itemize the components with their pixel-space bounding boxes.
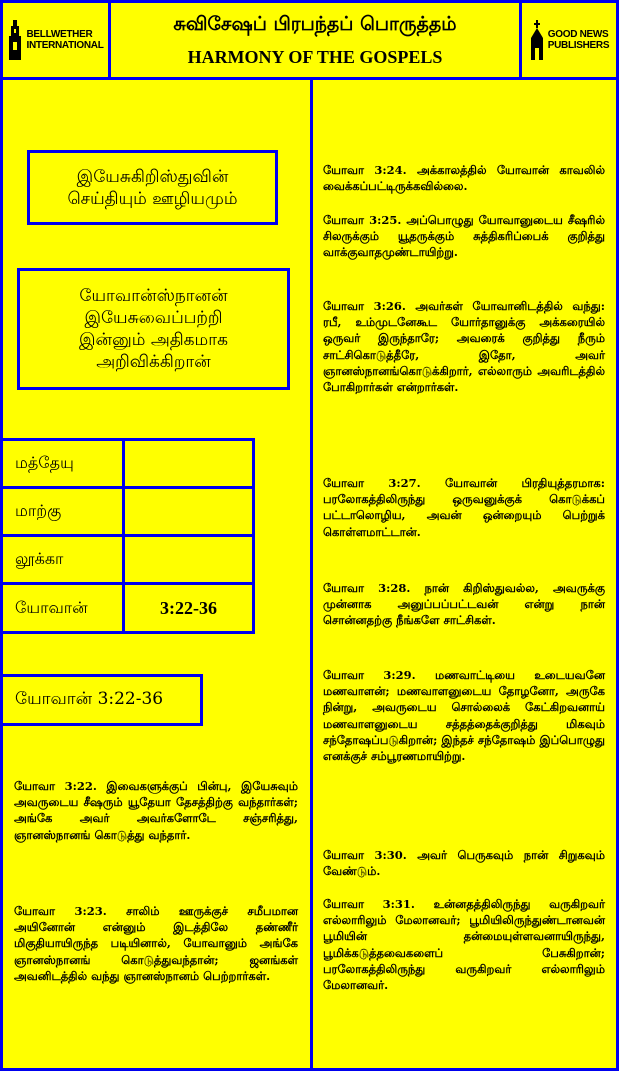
- verse-ref: யோவா 3:27.: [323, 476, 421, 490]
- bell-tower-icon: [7, 20, 23, 60]
- right-logo: [519, 0, 619, 80]
- verse-3-31: [323, 896, 605, 993]
- gospel-book-label: மாற்கு: [15, 501, 62, 520]
- verse-text: யோவான் பிரதியுத்தரமாக: பரலோகத்திலிருந்து ஒருவனுக்குக் கொடுக்கப் பட்டாலொழிய, அவன் ஒன்றையும் பெற்றுக் கொள்ளமாட்டான்.: [323, 476, 605, 539]
- left-logo-line2: INTERNATIONAL: [26, 40, 104, 51]
- verse-ref: யோவா 3:31.: [323, 897, 415, 911]
- verse-ref: யோவா 3:24.: [323, 163, 407, 177]
- church-icon: [529, 20, 545, 60]
- verse-3-29: [323, 667, 605, 764]
- verse-ref: யோவா 3:30.: [323, 848, 407, 862]
- verse-3-30: [323, 847, 605, 879]
- verse-ref: யோவா 3:26.: [323, 299, 406, 313]
- gospel-book-john: [0, 582, 125, 634]
- verse-text: அப்பொழுது யோவானுடைய சீஷரில் சிலருக்கும் யூதருக்கும் சுத்திகரிப்பைக் குறித்து வாக்குவாதமுண்டாயிற்று.: [323, 213, 605, 260]
- verse-ref: யோவா 3:23.: [14, 904, 107, 918]
- verse-ref: யோவா 3:28.: [323, 581, 411, 595]
- verse-3-25: [323, 212, 605, 261]
- verse-ref: யோவா 3:25.: [323, 213, 402, 227]
- verse-text: அக்காலத்தில் யோவான் காவலில் வைக்கப்பட்டிருக்கவில்லை.: [323, 163, 605, 194]
- gospel-book-matthew: [0, 438, 125, 489]
- page-title-english: HARMONY OF THE GOSPELS: [187, 47, 443, 67]
- passage-title: யோவான் 3:22-36: [15, 689, 164, 709]
- right-logo-line2: PUBLISHERS: [547, 40, 610, 51]
- page-title-tamil: சுவிசேஷப் பிரபந்தப் பொருத்தம்: [173, 13, 457, 35]
- passage-title-box: [0, 674, 203, 726]
- verse-3-27: [323, 475, 605, 540]
- gospel-ref-matthew: [122, 438, 255, 489]
- gospel-book-label: யோவான்: [15, 597, 88, 617]
- subsection-title: யோவான்ஸ்நானன் இயேசுவைப்பற்றி இன்னும் அதிகமாக அறிவிக்கிறான்: [79, 286, 228, 372]
- verse-3-28: [323, 580, 605, 629]
- verse-text: அவர்கள் யோவானிடத்தில் வந்து: ரபீ, உம்முடனேகூட யோர்தானுக்கு அக்கரையில் ஒருவர் இருந்தாரே; அவரைக் குறித்து நீரும் சாட்சிகொடுத்தீரே, இதோ, அவர் ஞானஸ்நானங்கொடுக்கிறார், எல்லாரும் அவரிடத்தில் போகிறார்கள் என்றார்கள்.: [323, 299, 605, 395]
- verse-text: சாலிம் ஊருக்குச் சமீபமான அயினோன் என்னும் இடத்திலே தண்ணீர் மிகுதியாயிருந்த படியினால், யோவானும் அங்கே ஞானஸ்நானங் கொடுத்துவந்தான்; ஜனங்கள் அவனிடத்தில் வந்து ஞானஸ்நானம் பெற்றார்கள்.: [14, 904, 298, 983]
- gospel-book-mark: [0, 486, 125, 537]
- verse-ref: யோவா 3:29.: [323, 668, 416, 682]
- subsection-title-box: [17, 268, 290, 390]
- verse-3-22: [14, 778, 298, 843]
- gospel-ref-john: [122, 582, 255, 634]
- section-title: இயேசுகிறிஸ்துவின் செய்தியும் ஊழியமும்: [67, 166, 238, 209]
- verse-text: மணவாட்டியை உடையவனே மணவாளன்; மணவாளனுடைய தோழனோ, அருகே நின்று, அவருடைய சொல்லைக் கேட்கிறவனாய் மணவாளனுடைய சத்தத்தைக்குறித்து மிகவும் சந்தோஷப்படுகிறான்; இந்தச் சந்தோஷம் இப்பொழுது எனக்குச் சம்பூரணமாயிற்று.: [323, 668, 605, 764]
- verse-text: நான் கிறிஸ்துவல்ல, அவருக்கு முன்னாக அனுப்பப்பட்டவன் என்று நான் சொன்னதற்கு நீங்களே சாட்சிகள்.: [323, 581, 605, 628]
- gospel-book-luke: [0, 534, 125, 585]
- verse-text: உன்னதத்திலிருந்து வருகிறவர் எல்லாரிலும் மேலானவர்; பூமியிலிருந்துண்டானவன் பூமியின் தன்மையுள்ளவனாயிருந்து, பூமிக்கடுத்தவைகளைப் பேசுகிறான்; பரலோகத்திலிருந்து வருகிறவர் எல்லாரிலும் மேலானவர்.: [323, 897, 605, 993]
- left-logo: [0, 0, 111, 80]
- gospel-book-label: லூக்கா: [15, 549, 64, 568]
- header-title-box: [108, 0, 522, 80]
- section-title-box: [27, 150, 278, 225]
- right-logo-line1: GOOD NEWS: [547, 29, 609, 40]
- verse-text: இவைகளுக்குப் பின்பு, இயேசுவும் அவருடைய சீஷரும் யூதேயா தேசத்திற்கு வந்தார்கள்; அங்கே அவர் அவர்களோடே சஞ்சரித்து, ஞானஸ்நானங் கொடுத்து வந்தார்.: [14, 779, 298, 842]
- gospel-ref-mark: [122, 486, 255, 537]
- gospel-book-label: மத்தேயு: [15, 453, 74, 472]
- verse-3-23: [14, 903, 298, 984]
- left-logo-line1: BELLWETHER: [26, 29, 93, 40]
- verse-ref: யோவா 3:22.: [14, 779, 97, 793]
- verse-3-24: [323, 162, 605, 194]
- verse-text: அவர் பெருகவும் நான் சிறுகவும் வேண்டும்.: [323, 848, 605, 879]
- gospel-ref-value: 3:22-36: [160, 597, 217, 618]
- verse-3-26: [323, 298, 605, 395]
- gospel-ref-luke: [122, 534, 255, 585]
